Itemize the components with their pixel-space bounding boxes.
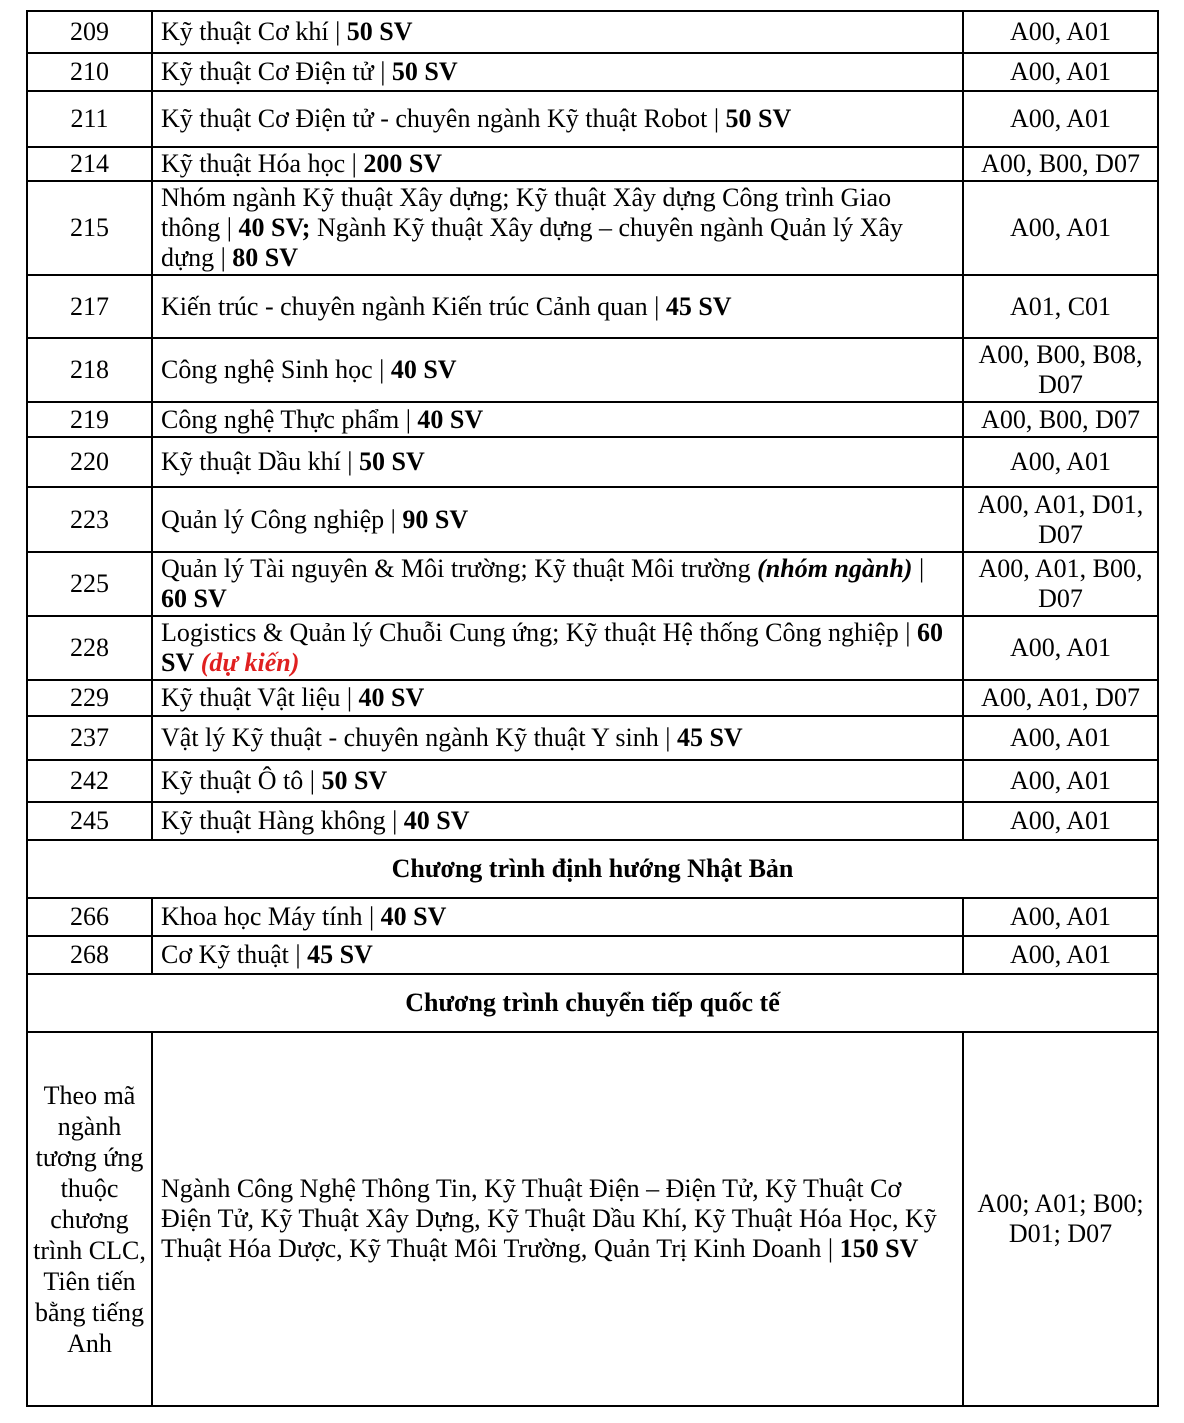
quota: 45 SV bbox=[307, 940, 373, 969]
table-row bbox=[27, 1032, 1158, 1406]
major-code: 223 bbox=[27, 487, 152, 552]
table-row bbox=[27, 91, 1158, 147]
major-code: 237 bbox=[27, 716, 152, 760]
table-row bbox=[27, 898, 1158, 936]
major-code: 266 bbox=[27, 898, 152, 936]
quota: 40 SV bbox=[390, 355, 457, 384]
table-row bbox=[27, 552, 1158, 616]
major-code: 219 bbox=[27, 402, 152, 437]
major-name: Kỹ thuật Hóa học | 200 SV bbox=[152, 147, 963, 181]
section-header-row bbox=[27, 974, 1158, 1032]
subject-combos: A00, B00, D07 bbox=[963, 147, 1158, 181]
quota: 40 SV; bbox=[238, 213, 311, 242]
table-row bbox=[27, 802, 1158, 840]
tentative-note: (dự kiến) bbox=[200, 648, 300, 677]
major-name: Kỹ thuật Dầu khí | 50 SV bbox=[152, 437, 963, 487]
major-name: Kỹ thuật Ô tô | 50 SV bbox=[152, 760, 963, 802]
quota: 50 SV bbox=[359, 447, 425, 476]
major-code: 225 bbox=[27, 552, 152, 616]
quota: 40 SV bbox=[417, 404, 484, 434]
subject-combos: A00, A01 bbox=[963, 936, 1158, 974]
major-code: 245 bbox=[27, 802, 152, 840]
table-row bbox=[27, 402, 1158, 437]
quota: 40 SV bbox=[380, 902, 447, 931]
quota: 200 SV bbox=[363, 149, 443, 178]
table-row bbox=[27, 716, 1158, 760]
subject-combos: A00, A01 bbox=[963, 11, 1158, 53]
major-name: Logistics & Quản lý Chuỗi Cung ứng; Kỹ thuật Hệ thống Công nghiệp | 60 SV (dự kiến) bbox=[152, 616, 963, 680]
subject-combos: A00; A01; B00; D01; D07 bbox=[963, 1032, 1158, 1406]
major-code: 211 bbox=[27, 91, 152, 147]
major-name: Kỹ thuật Cơ Điện tử - chuyên ngành Kỹ thuật Robot | 50 SV bbox=[152, 91, 963, 147]
subject-combos: A00, A01 bbox=[963, 898, 1158, 936]
quota: 50 SV bbox=[346, 17, 413, 46]
major-code: 218 bbox=[27, 338, 152, 402]
major-name: Quản lý Tài nguyên & Môi trường; Kỹ thuật Môi trường (nhóm ngành) | 60 SV bbox=[152, 552, 963, 616]
quota: 40 SV bbox=[403, 806, 470, 835]
major-name: Kỹ thuật Cơ khí | 50 SV bbox=[152, 11, 963, 53]
table-row bbox=[27, 760, 1158, 802]
table-row bbox=[27, 53, 1158, 91]
subject-combos: A00, B00, B08, D07 bbox=[963, 338, 1158, 402]
major-name: Ngành Công Nghệ Thông Tin, Kỹ Thuật Điện – Điện Tử, Kỹ Thuật Cơ Điện Tử, Kỹ Thuật Xây Dựng, Kỹ Thuật Dầu Khí, Kỹ Thuật Hóa Học, Kỹ Thuật Hóa Dược, Kỹ Thuật Môi Trường, Quản Trị Kinh Doanh | 150 SV bbox=[152, 1032, 963, 1406]
subject-combos: A00, A01 bbox=[963, 802, 1158, 840]
section-header-row bbox=[27, 840, 1158, 898]
table-row bbox=[27, 437, 1158, 487]
major-code: 217 bbox=[27, 275, 152, 338]
table-row bbox=[27, 275, 1158, 338]
major-code: 220 bbox=[27, 437, 152, 487]
quota: 150 SV bbox=[839, 1234, 919, 1263]
major-code: 210 bbox=[27, 53, 152, 91]
subject-combos: A00, A01, B00, D07 bbox=[963, 552, 1158, 616]
major-name: Nhóm ngành Kỹ thuật Xây dựng; Kỹ thuật Xây dựng Công trình Giao thông | 40 SV; Ngành Kỹ thuật Xây dựng – chuyên ngành Quản lý Xây dựng | 80 SV bbox=[152, 181, 963, 275]
section-title-japan: Chương trình định hướng Nhật Bản bbox=[27, 840, 1158, 898]
major-code: 229 bbox=[27, 680, 152, 716]
major-name: Khoa học Máy tính | 40 SV bbox=[152, 898, 963, 936]
table-row bbox=[27, 181, 1158, 275]
subject-combos: A00, A01, D07 bbox=[963, 680, 1158, 716]
major-name: Kỹ thuật Vật liệu | 40 SV bbox=[152, 680, 963, 716]
subject-combos: A00, A01, D01, D07 bbox=[963, 487, 1158, 552]
subject-combos: A00, A01 bbox=[963, 760, 1158, 802]
major-name: Vật lý Kỹ thuật - chuyên ngành Kỹ thuật Y sinh | 45 SV bbox=[152, 716, 963, 760]
quota: 40 SV bbox=[358, 683, 425, 712]
major-name: Kiến trúc - chuyên ngành Kiến trúc Cảnh quan | 45 SV bbox=[152, 275, 963, 338]
quota: 60 SV bbox=[161, 584, 227, 613]
subject-combos: A00, A01 bbox=[963, 91, 1158, 147]
subject-combos: A00, A01 bbox=[963, 616, 1158, 680]
table-row bbox=[27, 11, 1158, 53]
major-code: 215 bbox=[27, 181, 152, 275]
major-name: Công nghệ Thực phẩm | 40 SV bbox=[152, 402, 963, 437]
subject-combos: A00, B00, D07 bbox=[963, 402, 1158, 437]
major-name: Cơ Kỹ thuật | 45 SV bbox=[152, 936, 963, 974]
table-row bbox=[27, 147, 1158, 181]
table-row bbox=[27, 616, 1158, 680]
section-title-international: Chương trình chuyển tiếp quốc tế bbox=[27, 974, 1158, 1032]
admission-majors-table bbox=[26, 10, 1159, 1407]
major-code: 214 bbox=[27, 147, 152, 181]
quota: 50 SV bbox=[725, 104, 792, 133]
subject-combos: A00, A01 bbox=[963, 716, 1158, 760]
table-row bbox=[27, 936, 1158, 974]
quota: 50 SV bbox=[391, 57, 458, 86]
table-row bbox=[27, 487, 1158, 552]
major-code: 209 bbox=[27, 11, 152, 53]
table-row bbox=[27, 338, 1158, 402]
quota: 45 SV bbox=[676, 723, 743, 752]
major-code: 268 bbox=[27, 936, 152, 974]
quota: 60 SV bbox=[161, 618, 943, 677]
table-row bbox=[27, 680, 1158, 716]
major-name: Kỹ thuật Hàng không | 40 SV bbox=[152, 802, 963, 840]
major-code: Theo mã ngành tương ứng thuộc chương trình CLC, Tiên tiến bằng tiếng Anh bbox=[27, 1032, 152, 1406]
subject-combos: A01, C01 bbox=[963, 275, 1158, 338]
major-code: 228 bbox=[27, 616, 152, 680]
quota: 90 SV bbox=[402, 504, 469, 534]
major-name: Công nghệ Sinh học | 40 SV bbox=[152, 338, 963, 402]
major-name: Kỹ thuật Cơ Điện tử | 50 SV bbox=[152, 53, 963, 91]
subject-combos: A00, A01 bbox=[963, 53, 1158, 91]
subject-combos: A00, A01 bbox=[963, 437, 1158, 487]
quota: 45 SV bbox=[665, 291, 732, 321]
major-code: 242 bbox=[27, 760, 152, 802]
italic-note: (nhóm ngành) bbox=[757, 554, 913, 583]
quota: 50 SV bbox=[321, 766, 388, 795]
major-name: Quản lý Công nghiệp | 90 SV bbox=[152, 487, 963, 552]
subject-combos: A00, A01 bbox=[963, 181, 1158, 275]
quota: 80 SV bbox=[232, 243, 299, 272]
